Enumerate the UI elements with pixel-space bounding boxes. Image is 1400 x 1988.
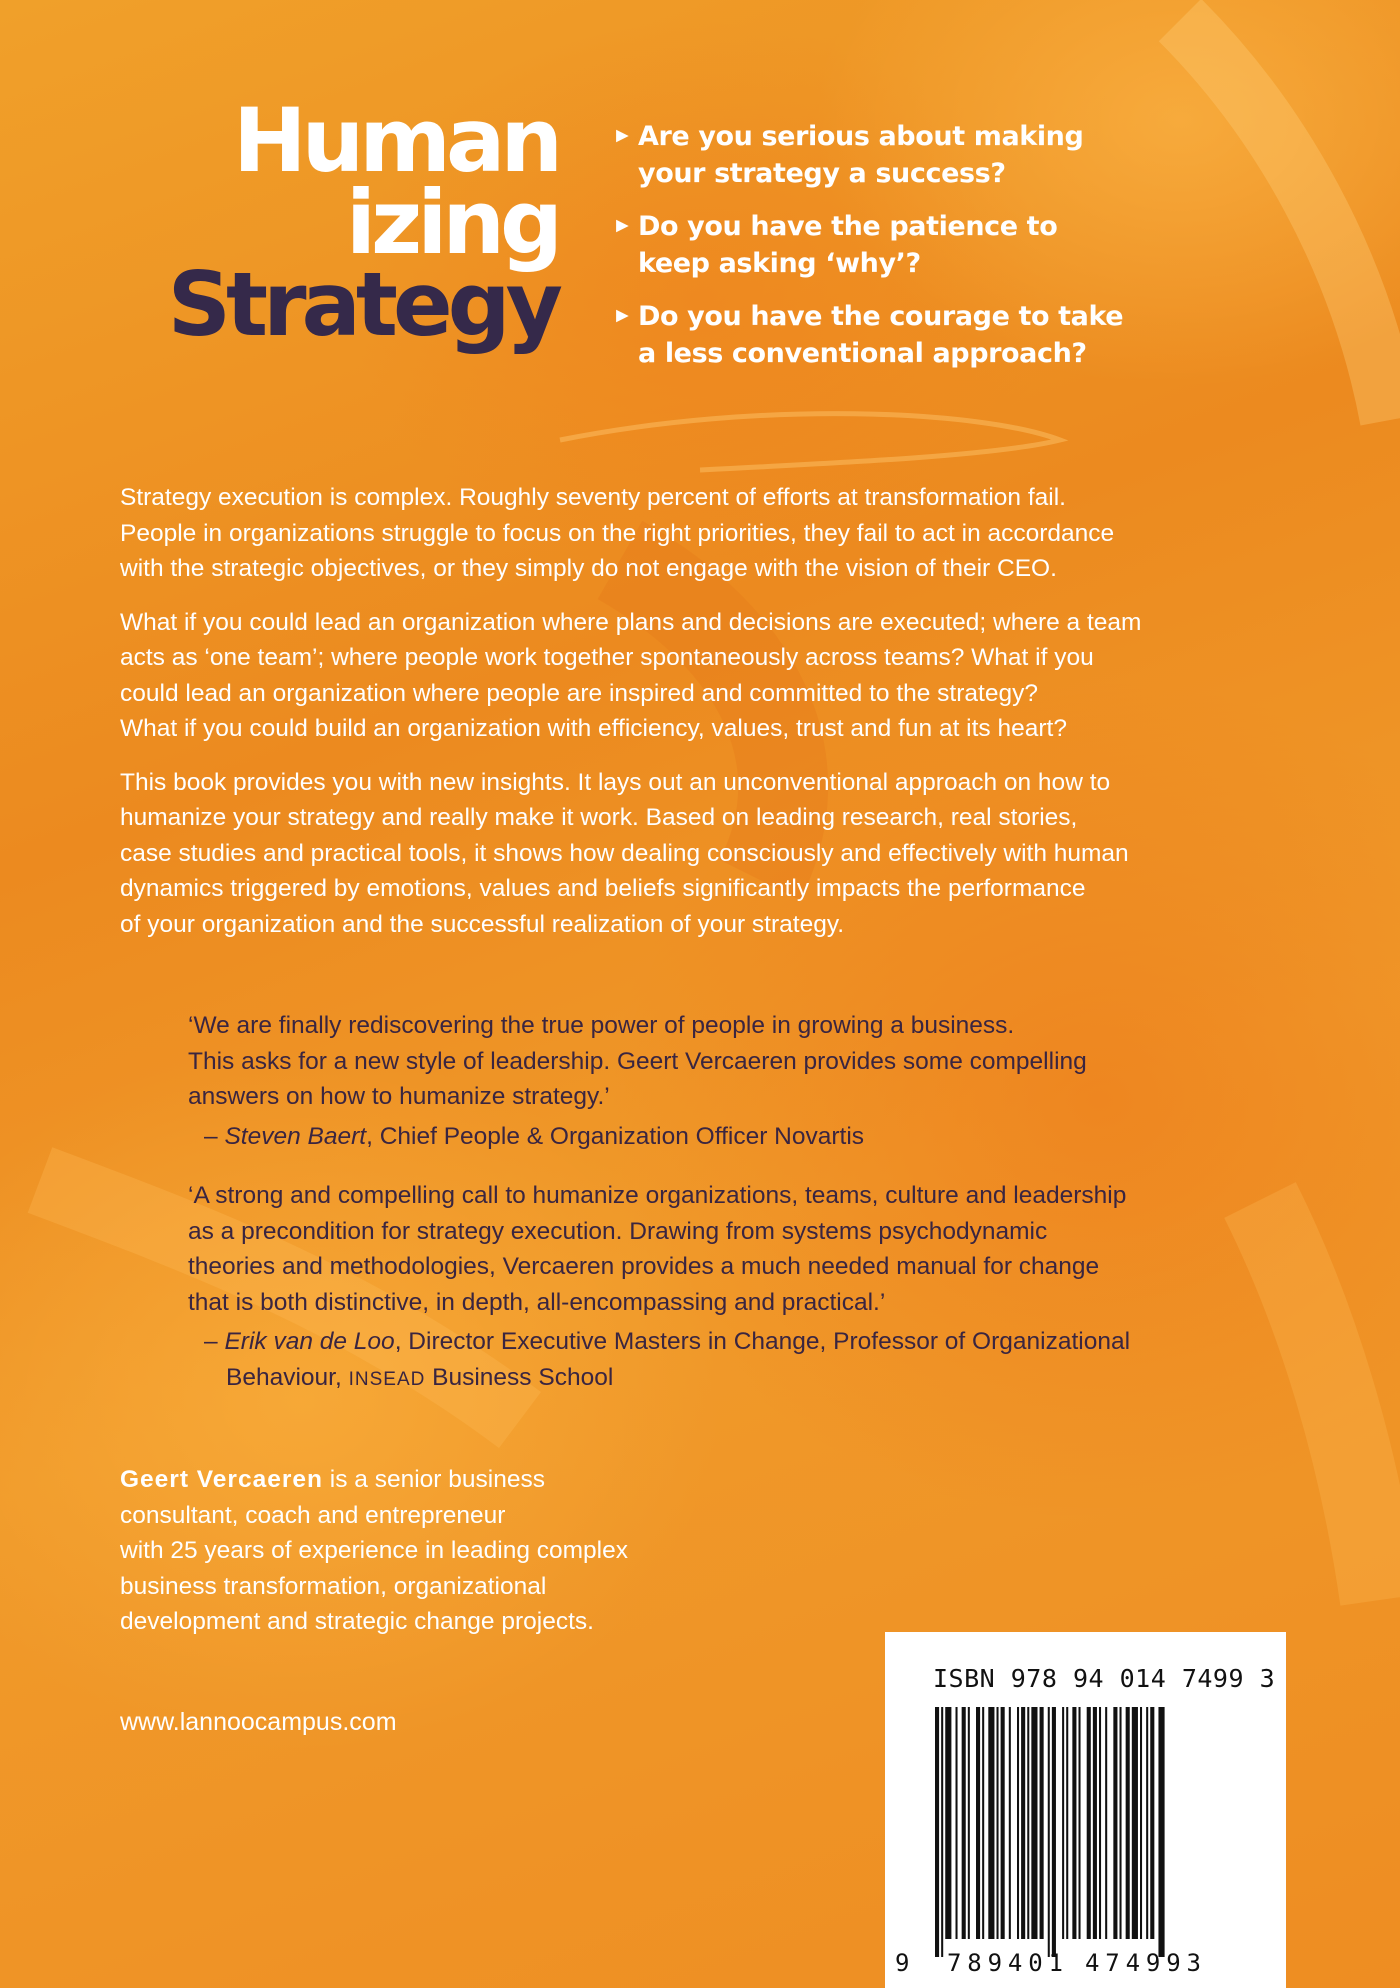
author-bio [120,1462,740,1640]
attribution-role: , Chief People & Organization Officer Novartis [366,1122,865,1150]
quote-attribution [204,1119,1246,1155]
blurb-line: with the strategic objectives, or they simply do not engage with the vision of their CEO. [120,555,1057,582]
blurb-line: of your organization and the successful realization of your strategy. [120,910,845,938]
barcode-bar [1099,1707,1101,1939]
blurb [120,480,1280,960]
barcode-bar [1009,1707,1011,1939]
author-bio-line: development and strategic change projects. [120,1608,594,1635]
question-line: Do you have the patience to [638,211,1058,242]
blurb-line: What if you could lead an organization where plans and decisions are executed; where a team [120,608,1142,636]
barcode-digits-left: 789401 [947,1949,1063,1977]
barcode-bars [935,1707,1165,1957]
barcode-bar [1126,1707,1130,1939]
question-item [612,118,1172,192]
barcode-bar [982,1707,984,1939]
play-arrow-icon: ► [612,304,633,327]
barcode-bar [1146,1707,1148,1939]
barcode-bar [968,1707,970,1939]
question-list [612,118,1172,388]
author-bio-line [120,1462,740,1498]
question-line: your strategy a success? [638,158,1006,189]
attribution-role: , Director Executive Masters in Change, Professor of Organizational [394,1328,1131,1355]
question-item [612,208,1172,282]
quote-line: ‘We are finally rediscovering the true power of people in growing a business. [188,1012,1015,1039]
title-line-1: Human [232,89,558,192]
quote-line: that is both distinctive, in depth, all-encompassing and practical.’ [188,1288,886,1316]
title-line-3: Strategy [167,253,558,356]
barcode-bar [1048,1707,1050,1957]
blurb-line: What if you could build an organization with efficiency, values, trust and fun at its heart? [120,715,1067,742]
blurb-paragraph [120,480,1280,587]
barcode-bar [1066,1707,1068,1939]
barcode-bar [1120,1707,1122,1939]
barcode-bar [945,1707,951,1939]
blurb-paragraph [120,605,1280,747]
barcode-bar [1031,1707,1037,1939]
attribution-institution: INSEAD [348,1368,426,1390]
question-line: Are you serious about making [638,121,1084,152]
play-arrow-icon: ► [612,124,633,147]
attribution-role-cont: Behaviour, [226,1363,349,1391]
blurb-line: case studies and practical tools, it shows how dealing consciously and effectively with human [120,839,1129,867]
blurb-line: could lead an organization where people are inspired and committed to the strategy? [120,679,1038,707]
author-bio-rest: is a senior business [322,1466,545,1493]
barcode-bar [1001,1707,1005,1939]
title-line-2: izing [345,171,558,274]
quote-line: answers on how to humanize strategy.’ [188,1083,610,1110]
blurb-line: Strategy execution is complex. Roughly seventy percent of efforts at transformation fail. [120,484,1066,511]
question-line: keep asking ‘why’? [638,248,921,279]
barcode-bar [1052,1707,1056,1957]
barcode-digit-first: 9 [895,1949,910,1977]
barcode-bar [1093,1707,1097,1939]
barcode-digits-right: 474993 [1085,1949,1201,1977]
barcode-bar [935,1707,939,1957]
endorsements [188,1008,1246,1397]
barcode-bar [997,1707,999,1939]
barcode-bar [1132,1707,1138,1939]
book-title [118,89,558,356]
barcode-bar [1040,1707,1044,1939]
attribution-role-end: Business School [425,1363,614,1391]
blurb-line: humanize your strategy and really make it work. Based on leading research, real stories, [120,804,1078,831]
publisher-website[interactable]: www.lannoocampus.com [120,1708,397,1736]
barcode-bar [1158,1707,1164,1957]
blurb-line: People in organizations struggle to focus on the right priorities, they fail to act in accordance [120,519,1115,547]
blurb-paragraph [120,765,1280,943]
barcode-bar [1113,1707,1117,1939]
barcode-bar [1072,1707,1076,1939]
attribution-name: Steven Baert [224,1122,367,1150]
attribution-dash: – [204,1328,225,1355]
barcode-bar [941,1707,943,1957]
barcode-bar [1087,1707,1091,1939]
question-line: a less conventional approach? [638,338,1087,369]
quote-attribution [204,1324,1246,1397]
barcode-bar [1105,1707,1107,1939]
blurb-line: dynamics triggered by emotions, values and beliefs significantly impacts the performance [120,875,1086,902]
barcode-bar [976,1707,980,1939]
quote-line: theories and methodologies, Vercaeren provides a much needed manual for change [188,1253,1100,1280]
barcode-bar [988,1707,994,1939]
play-arrow-icon: ► [612,214,633,237]
barcode-bar [1079,1707,1081,1939]
blurb-line: This book provides you with new insights. It lays out an unconventional approach on how to [120,768,1111,796]
barcode-bar [1140,1707,1142,1939]
endorsement-quote [188,1008,1246,1154]
barcode-bar [1021,1707,1025,1939]
question-line: Do you have the courage to take [638,301,1124,332]
author-bio-line: consultant, coach and entrepreneur [120,1501,506,1529]
blurb-line: acts as ‘one team’; where people work together spontaneously across teams? What if you [120,644,1094,671]
quote-line: as a precondition for strategy execution. Drawing from systems psychodynamic [188,1217,1048,1245]
isbn-barcode [895,1707,1235,1977]
barcode-panel [885,1632,1286,1988]
barcode-bar [1062,1707,1064,1939]
barcode-bar [956,1707,958,1939]
isbn-label: ISBN 978 94 014 7499 3 [933,1664,1276,1693]
barcode-bar [1017,1707,1019,1939]
barcode-bar [1027,1707,1029,1939]
author-name: Geert Vercaeren [120,1466,323,1493]
quote-line: ‘A strong and compelling call to humanize organizations, teams, culture and leadership [188,1182,1127,1209]
quote-line: This asks for a new style of leadership. Geert Vercaeren provides some compelling [188,1047,1087,1075]
question-item [612,298,1172,372]
endorsement-quote [188,1178,1246,1397]
attribution-dash: – [204,1122,225,1150]
attribution-name: Erik van de Loo [224,1328,395,1355]
barcode-bar [962,1707,966,1939]
barcode-bar [1150,1707,1154,1939]
author-bio-line: business transformation, organizational [120,1572,547,1600]
author-bio-line: with 25 years of experience in leading complex [120,1537,628,1564]
